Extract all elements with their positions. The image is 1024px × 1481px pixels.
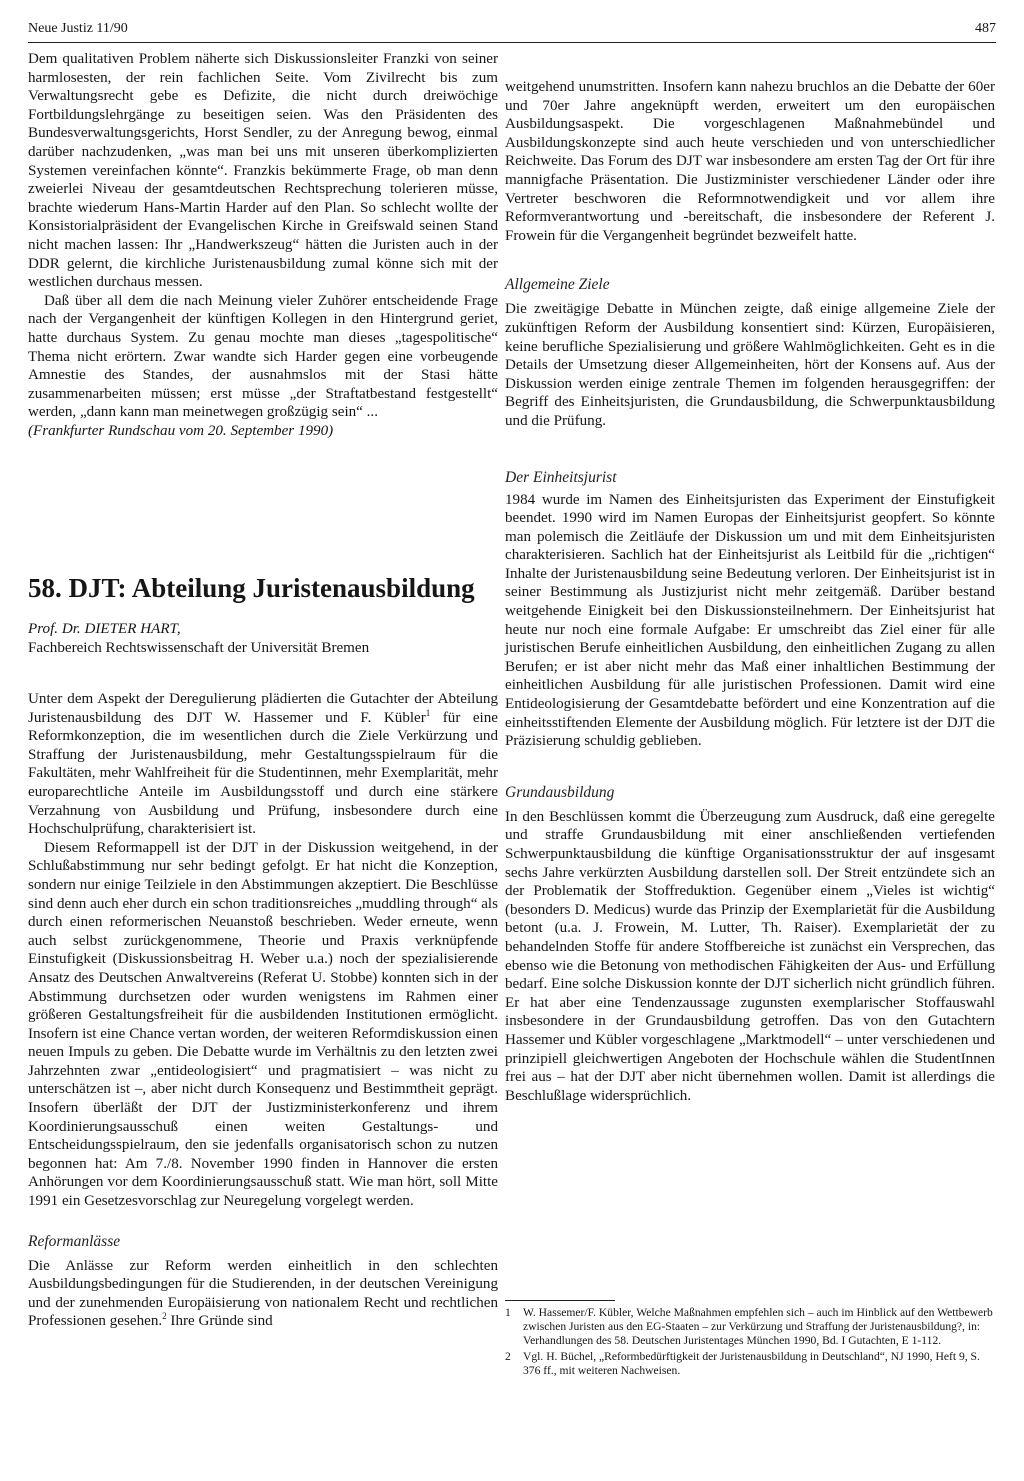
footnotes bbox=[505, 1306, 995, 1379]
section-heading: Reformanlässe bbox=[28, 1232, 121, 1250]
source-citation: (Frankfurter Rundschau vom 20. September 1990) bbox=[28, 422, 334, 439]
footnote-ref: 2 bbox=[162, 1311, 167, 1322]
paragraph: Die zweitägige Debatte in München zeigte, daß einige allgemeine Ziele der zukünftigen Reform der Ausbildung konsentiert sind: Kürzen, Europäisieren, keine berufliche Spezialisierung und größere Wahlmöglichkeiten. Geht es in die Details der Umsetzung dieser Allgemeinheiten, hört der Konsens auf. Aus der Diskussion werden einige zentrale Themen im folgenden herausgegriffen: der Begriff des Einheitsjuristen, die Grundausbildung, die Schwerpunktausbildung und die Prüfung. bbox=[505, 301, 995, 429]
article-body-left bbox=[28, 690, 498, 1331]
footnote-ref: 1 bbox=[425, 707, 431, 718]
footnote bbox=[505, 1306, 995, 1349]
page-number: 487 bbox=[975, 21, 996, 36]
author-name: Prof. Dr. DIETER HART, bbox=[28, 621, 181, 637]
paragraph bbox=[28, 690, 498, 839]
section-heading: Der Einheitsjurist bbox=[505, 468, 617, 486]
paragraph: Dem qualitativen Problem näherte sich Diskussionsleiter Franzki von seiner harmlosesten, der rein fachlichen Seite. Vom Zivilrecht bis zum Verwaltungsrecht gebe es Defizite, die nicht durch dreiwöchige Fortbildungslehrgänge zu beseitigen seien. Was den Präsidenten des Bundesverwaltungsgerichts, Horst Sendler, zu der Anregung bewog, einmal darüber nachzudenken, „was man bei uns mit unseren überkomplizierten Systemen vereinfachen könnte“. Franzkis bekümmerte Frage, ob man denn zweierlei Niveau der gesamtdeutschen Rechtsprechung tolerieren müsse, brachte wiederum Hans-Martin Harder auf den Plan. So schlecht wollte der Konsistorialpräsident der Evangelischen Kirche in Greifswald seinen Stand nicht machen lassen: Ihr „Handwerkszeug“ hätten die Juristen auch in der DDR gelernt, die kirchliche Juristenausbildung zumal könne sich mit der westlichen durchaus messen. bbox=[28, 51, 498, 291]
section-heading: Grundausbildung bbox=[505, 783, 615, 801]
text-run: Unter dem Aspekt der Deregulierung plädierten die Gutachter der Abteilung Juristenausbildung des DJT W. Hassemer und F. Kübler bbox=[28, 691, 498, 726]
author-affiliation: Fachbereich Rechtswissenschaft der Universität Bremen bbox=[28, 639, 370, 656]
footnote-number: 2 bbox=[505, 1349, 511, 1363]
paragraph bbox=[28, 1257, 498, 1331]
paragraph: In den Beschlüssen kommt die Überzeugung zum Ausdruck, daß eine geregelte und straffe Grundausbildung mit einer anschließenden vertiefenden Schwerpunktausbildung die künftige Organisationsstruktur der auf insgesamt sechs Jahre verkürzten Ausbildung darstellen soll. Der Streit entzündete sich an der Problematik der Stoffreduktion. Gegenüber einem „Vieles ist wichtig“ (besonders D. Medicus) wurde das Prinzip der Exemplarietät für die Ausbildung betont (u.a. J. Frowein, M. Lutter, Th. Raiser). Exemplarietät der zu behandelnden Stoffe für andere Stoffbereiche ist zunächst ein Versprechen, das ebenso wie die Betonung von methodischen Fähigkeiten der Aus- und Erfüllung bedarf. Eine solche Diskussion konnte der DJT sicherlich nicht gründlich führen. Er hat aber eine Tendenzaussage zugunsten exemplarischer Stoffauswahl insbesondere in der Grundausbildung getroffen. Das von den Gutachtern Hassemer und Kübler vorgeschlagene „Marktmodell“ – unter verschiedenen und prinzipiell gleichwertigen Angeboten der Hochschule wählen die StudentInnen frei aus – hat der DJT aber nicht übernehmen wollen. Damit ist allerdings die Beschlußlage widersprüchlich. bbox=[505, 808, 995, 1104]
text-run: Die Anlässe zur Reform werden einheitlich in den schlechten Ausbildungsbedingungen für die Studierenden, in der deutschen Vereinigung und der zunehmenden Europäisierung von nationalem Recht und rechtlichen Professionen gesehen. bbox=[28, 1257, 498, 1330]
paragraph: 1984 wurde im Namen des Einheitsjuristen das Experiment der Einstufigkeit beendet. 1990 wird im Namen Europas der Einheitsjurist geopfert. So könnte man polemisch die Zeitläufe der Diskussion um und mit dem Einheitsjuristen charakterisieren. Sachlich hat der Einheitsjurist als Leitbild für die „richtigen“ Inhalte der Juristenausbildung seine Bedeutung verloren. Der Einheitsjurist ist in seiner Bestimmung als Justizjurist nicht mehr zeitgemäß. Darüber bestand weitgehende Einigkeit bei den Diskussionsteilnehmern. Der Einheitsjurist hat heute nur noch eine formale Aufgabe: Er umschreibt das Ziel einer für alle juristischen Berufe einheitlichen Ausbildung, den einheitlichen Zugang zu allen Berufen; er ist aber nicht mehr das Maß einer inhaltlichen Bestimmung der einheitlichen Ausbildung für alle juristischen Professionen. Damit wird eine Entideologisierung der Gesamtdebatte befördert und eine Konzentration auf die einheitsstiftenden Elemente der Ausbildung möglich. Für letztere ist der DJT die Präzisierung schuldig geblieben. bbox=[505, 491, 995, 750]
page-header bbox=[28, 20, 996, 43]
paragraph: Daß über all dem die nach Meinung vieler Zuhörer entscheidende Frage nach der Vergangenheit der künftigen Kollegen in den Hintergrund geriet, hatte durchaus System. Zu genau mochte man dieses „tagespolitische“ Thema nicht erörtern. Zwar wandte sich Harder gegen eine vorbeugende Amnestie des Standes, der ausnahmslos mit der Stasi hätte zusammenarbeiten müssen; erst müsse „der Straftatbestand festgestellt“ werden, „dann kann man meinetwegen großzügig sein“ ... bbox=[28, 292, 498, 421]
previous-article-continuation bbox=[28, 50, 498, 440]
text-run: für eine Reformkonzeption, die im wesentlichen durch die Ziele Verkürzung und Straffung der Juristenausbildung, mehr Gestaltungsspielraum für die Fakultäten, mehr Wahlfreiheit für die Studentinnen, mehr Exemplarität, mehr europarechtliche Anteile im Ausbildungsstoff und durch eine stärkere Verzahnung von Ausbildung und Prüfung, insbesondere durch eine Hochschulprüfung, charakterisiert ist. bbox=[28, 709, 498, 838]
paragraph: Diesem Reformappell ist der DJT in der Diskussion weitgehend, in der Schlußabstimmung nur sehr bedingt gefolgt. Er hat nicht die Konzeption, sondern nur einige Teilziele in den Abstimmungen akzeptiert. Die Beschlüsse sind denn auch eher durch ein schon traditionsreiches „muddling through“ als durch einen reformerischen Neuanstoß beschrieben. Weder erneute, wenn auch selbst zurückgenommene, Theorie und Praxis verknüpfende Einstufigkeit (Diskussionsbeitrag H. Weber u.a.) noch der spezialisierende Ansatz des Deutschen Anwaltvereins (Referat U. Stobbe) konnten sich in der Abstimmung durchsetzen oder wurden wenigstens im Rahmen einer größeren Gestaltungsfreiheit für die ausbildenden Institutionen ermöglicht. Insofern ist eine Chance vertan worden, der weiteren Reformdiskussion einen neuen Impuls zu geben. Die Debatte wurde im Verhältnis zu den letzten zwei Jahrzehnten zwar „entideologisiert“ und pragmatisiert – was nicht zu unterschätzen ist –, aber nicht durch Konsequenz und Bestimmtheit geprägt. Insofern überläßt der DJT der Justizministerkonferenz und ihrem Koordinierungsausschuß einen weiten Gestaltungs- und Entscheidungsspielraum, den sie jedenfalls organisatorisch schon zu nutzen begonnen hat: Am 7./8. November 1990 finden in Hannover die ersten Anhörungen vor dem Koordinierungsausschuß statt. Wie man hört, soll Mitte 1991 ein Gesetzesvorschlag zur Neuregelung vorgelegt werden. bbox=[28, 839, 498, 1210]
paragraph: weitgehend unumstritten. Insofern kann nahezu bruchlos an die Debatte der 60er und 70er Jahre angeknüpft werden, erweitert um den europäischen Ausbildungsaspekt. Die vorgeschlagenen Maßnahmebündel und Ausbildungskonzepte sind auch heute verschieden und von unterschiedlicher Reichweite. Das Forum des DJT war insbesondere am ersten Tag der Ort für ihre mannigfache Präsentation. Die Justizminister verschiedener Länder oder ihre Vertreter beschworen die Reformnotwendigkeit und vor allem ihre Reformverantwortung und -bereitschaft, die insbesondere der Referent J. Frowein für die Vergangenheit begründet bezweifelt hatte. bbox=[505, 79, 995, 244]
section-heading: Allgemeine Ziele bbox=[505, 276, 610, 294]
article-title: 58. DJT: Abteilung Juristenausbildung bbox=[28, 573, 475, 603]
footnote-rule bbox=[505, 1300, 615, 1301]
author-block bbox=[28, 620, 498, 657]
text-run: Ihre Gründe sind bbox=[166, 1313, 273, 1330]
journal-issue: Neue Justiz 11/90 bbox=[28, 21, 128, 36]
footnote bbox=[505, 1350, 995, 1378]
footnote-text: W. Hassemer/F. Kübler, Welche Maßnahmen empfehlen sich – auch im Hinblick auf den Wettbewerb zwischen Juristen aus den EG-Staaten – zur Verkürzung und Straffung der Juristenausbildung?, in: Verhandlungen des 58. Deutschen Juristentages München 1990, Bd. I Gutachten, E 1-112. bbox=[523, 1306, 993, 1348]
footnote-number: 1 bbox=[505, 1306, 511, 1319]
article-body-right bbox=[505, 78, 995, 1105]
footnote-text: Vgl. H. Büchel, „Reformbedürftigkeit der Juristenausbildung in Deutschland“, NJ 1990, Heft 9, S. 376 ff., mit weiteren Nachweisen. bbox=[523, 1349, 980, 1377]
